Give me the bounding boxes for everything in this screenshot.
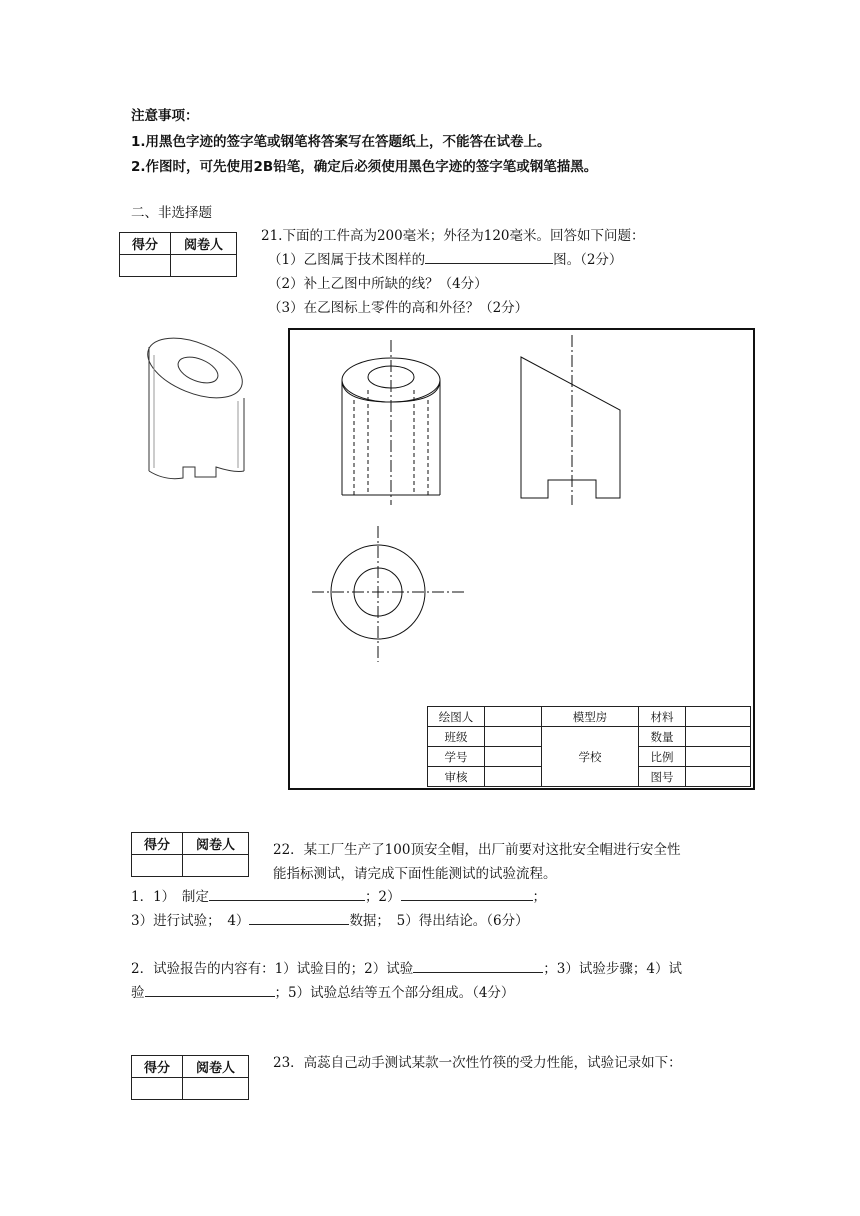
title-student-id-label: 学号 [428,747,485,767]
q21-stem: 21.下面的工件高为200毫米；外径为120毫米。回答如下问题： [261,228,645,244]
notes-heading: 注意事项： [131,108,199,124]
title-reviewer-label: 审核 [428,767,485,787]
title-block [427,706,751,787]
title-drawer-cell[interactable] [485,707,542,727]
title-class-cell[interactable] [485,727,542,747]
answer-blank[interactable] [209,886,365,901]
title-quantity-cell[interactable] [686,727,751,747]
title-material-cell[interactable] [686,707,751,727]
answer-blank[interactable] [249,910,349,925]
score-box [131,832,249,877]
score-box [119,232,237,277]
reviewer-label: 阅卷人 [183,1056,249,1078]
q21-sub3: （3）在乙图标上零件的高和外径？（2分） [268,300,529,316]
q22-line-1: 22．某工厂生产了100顶安全帽，出厂前要对这批安全帽进行安全性 [273,842,681,858]
q23-stem: 23．高蕊自己动手测试某款一次性竹筷的受力性能，试验记录如下： [273,1055,682,1071]
score-label: 得分 [132,1056,183,1078]
title-drawing-no-cell[interactable] [686,767,751,787]
q22-para-1: 1．1） 制定 ；2） ； [131,885,546,905]
title-model-room: 模型房 [542,707,639,727]
q22-para-2: 3）进行试验； 4） 数据； 5）得出结论。（6分） [131,909,529,929]
reviewer-cell[interactable] [183,855,249,877]
title-drawer-label: 绘图人 [428,707,485,727]
score-box [131,1055,249,1100]
section-title: 二、非选择题 [131,205,212,221]
title-scale-cell[interactable] [686,747,751,767]
q22-para-3: 2．试验报告的内容有：1）试验目的；2）试验 ；3）试验步骤；4）试 [131,957,682,977]
notes-item-2: 2.作图时，可先使用2B铅笔，确定后必须使用黑色字迹的签字笔或钢笔描黑。 [131,159,598,175]
score-label: 得分 [120,233,171,255]
front-view [342,340,440,505]
title-material-label: 材料 [639,707,686,727]
score-label: 得分 [132,833,183,855]
answer-blank[interactable] [145,982,275,997]
title-school: 学校 [542,727,639,787]
top-view [312,526,466,662]
score-cell[interactable] [132,1078,183,1100]
q21-sub2: （2）补上乙图中所缺的线？（4分） [268,276,488,292]
title-reviewer-cell[interactable] [485,767,542,787]
title-student-id-cell[interactable] [485,747,542,767]
side-view [521,335,620,505]
title-class-label: 班级 [428,727,485,747]
score-cell[interactable] [120,255,171,277]
q22-line-2: 能指标测试，请完成下面性能测试的试验流程。 [273,866,557,882]
title-quantity-label: 数量 [639,727,686,747]
title-scale-label: 比例 [639,747,686,767]
reviewer-cell[interactable] [183,1078,249,1100]
notes-item-1: 1.用黑色字迹的签字笔或钢笔将答案写在答题纸上，不能答在试卷上。 [131,134,551,150]
reviewer-cell[interactable] [171,255,237,277]
q22-para-4: 验 ；5）试验总结等五个部分组成。（4分） [131,981,514,1001]
title-drawing-no-label: 图号 [639,767,686,787]
answer-blank[interactable] [413,958,543,973]
q21-sub1: （1）乙图属于技术图样的 图。（2分） [268,248,622,268]
reviewer-label: 阅卷人 [183,833,249,855]
reviewer-label: 阅卷人 [171,233,237,255]
score-cell[interactable] [132,855,183,877]
isometric-part-drawing [140,335,260,490]
answer-blank[interactable] [401,886,533,901]
answer-blank[interactable] [425,249,553,264]
